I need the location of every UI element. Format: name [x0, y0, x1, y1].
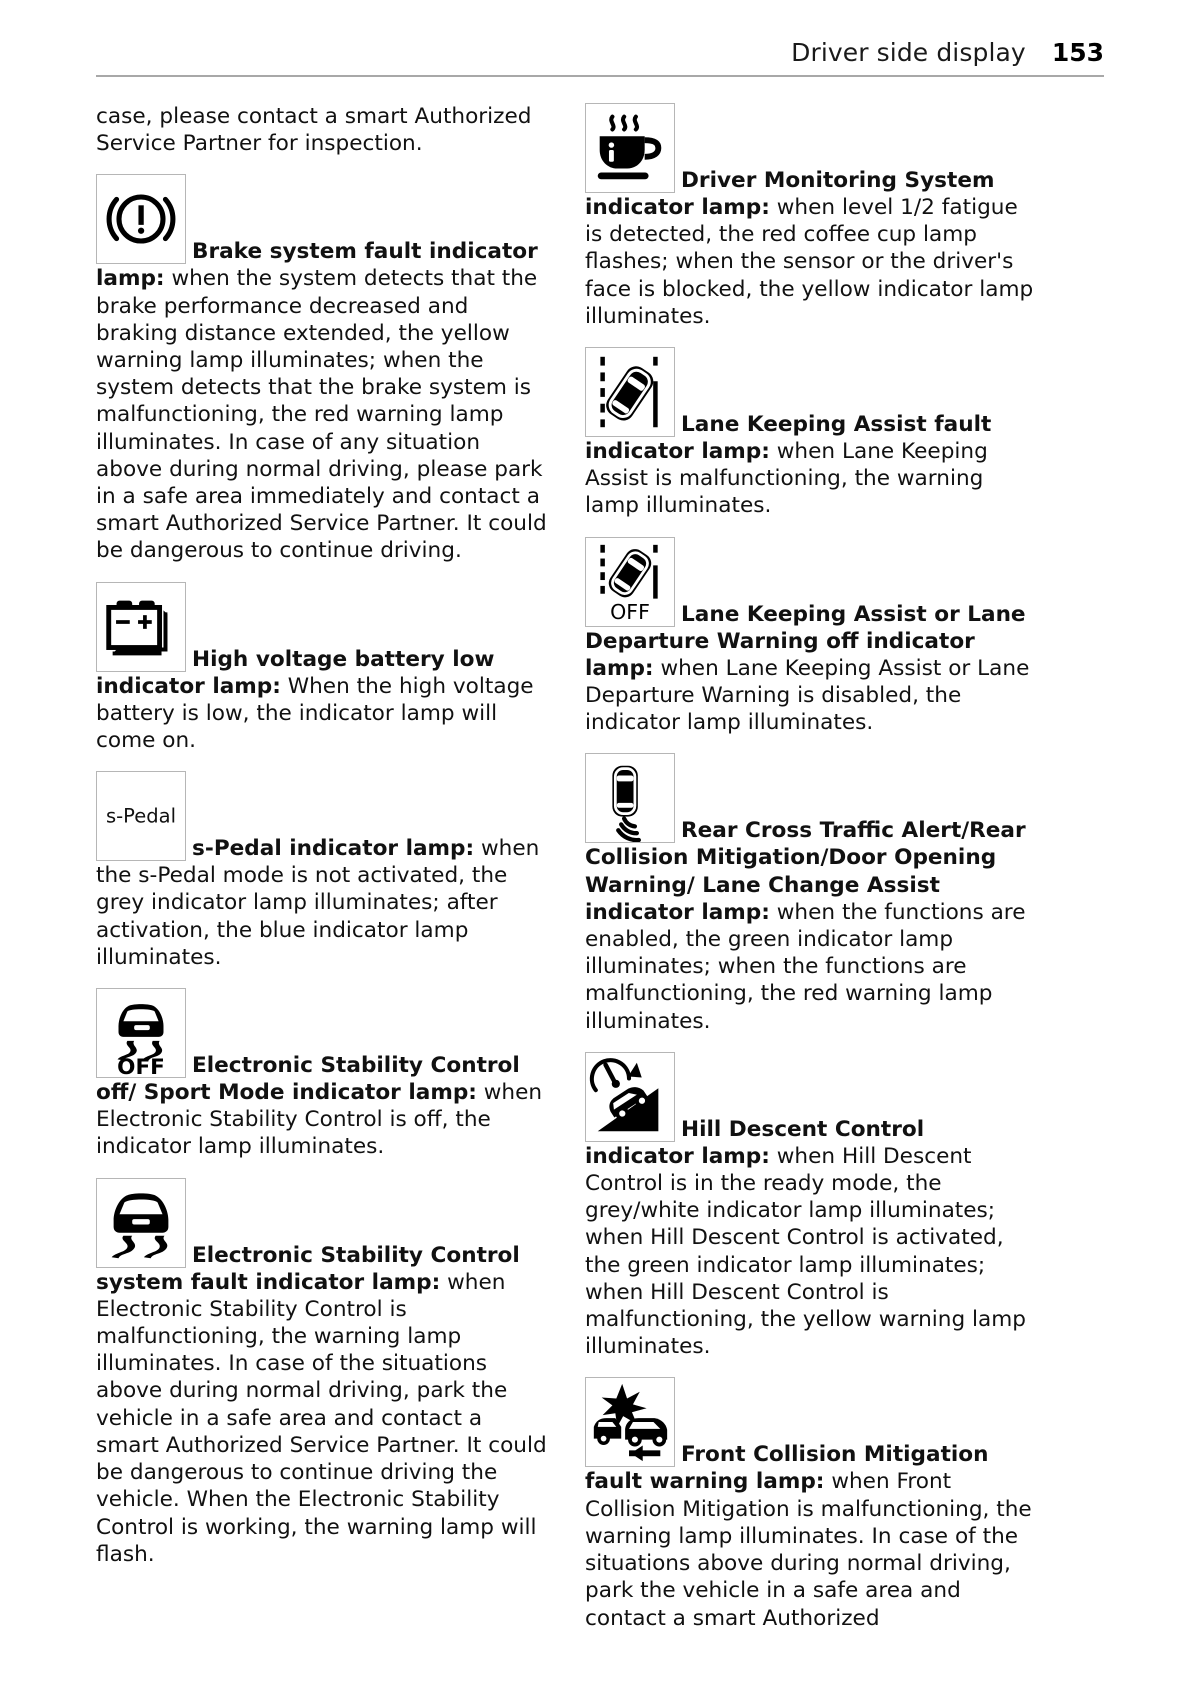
s-pedal-icon [96, 771, 186, 861]
term-esc-system-fault: Electronic Stability Control system fault indicator lamp: [96, 1242, 520, 1295]
section-title: Driver side display [791, 38, 1026, 67]
high-voltage-battery-low-icon [96, 582, 186, 672]
intro-paragraph: case, please contact a smart Authorized Service Partner for inspection. [96, 104, 532, 157]
term-front-collision-mitigation-fault: Front Collision Mitigation fault warning lamp: [585, 1442, 989, 1495]
svg-text:OFF: OFF [610, 599, 650, 624]
desc-s-pedal: when the s-Pedal mode is not activated, the grey indicator lamp illuminates; after activation, the blue indicator lamp illuminates. [96, 836, 540, 970]
term-esc-off-sport-mode: Electronic Stability Control off/ Sport Mode indicator lamp: [96, 1052, 520, 1106]
s-pedal-icon-label: s-Pedal [105, 804, 176, 828]
entry-lane-keeping-assist-fault [585, 347, 1040, 520]
term-brake-system-fault: Brake system fault indicator lamp: [96, 239, 538, 292]
svg-text:OFF: OFF [117, 1055, 165, 1078]
desc-front-collision-mitigation-fault: when Front Collision Mitigation is malfunctioning, the warning lamp illuminates. In case of the situations above during normal driving, park the vehicle in a safe area and contact a smart Authorized [585, 1469, 1032, 1631]
desc-rear-cross-traffic-alert: when the functions are enabled, the green indicator lamp illuminates; when the functions are malfunctioning, the red warning lamp illuminates. [585, 899, 1026, 1034]
entry-front-collision-mitigation-fault [585, 1377, 1040, 1631]
hill-descent-control-icon [585, 1052, 675, 1142]
esc-system-fault-icon [96, 1178, 186, 1268]
desc-high-voltage-battery-low: When the high voltage battery is low, the indicator lamp will come on. [96, 673, 534, 754]
header-divider [96, 75, 1104, 77]
term-rear-cross-traffic-alert: Rear Cross Traffic Alert/Rear Collision Mitigation/Door Opening Warning/ Lane Change Assist indicator lamp: [585, 818, 1026, 925]
page-number: 153 [1051, 38, 1104, 67]
term-lane-keeping-assist-fault: Lane Keeping Assist fault indicator lamp: [585, 411, 992, 465]
lane-keeping-assist-fault-icon [585, 347, 675, 437]
term-lane-keeping-assist-off: Lane Keeping Assist or Lane Departure Warning off indicator lamp: [585, 601, 1026, 681]
desc-driver-monitoring-system: when level 1/2 fatigue is detected, the red coffee cup lamp flashes; when the sensor or the driver's face is blocked, the yellow indicator lamp illuminates. [585, 195, 1034, 329]
right-column [585, 103, 1040, 1632]
desc-lane-keeping-assist-off: when Lane Keeping Assist or Lane Departure Warning is disabled, the indicator lamp illuminates. [585, 655, 1030, 736]
driver-monitoring-coffee-cup-icon [585, 103, 675, 193]
term-s-pedal: s-Pedal indicator lamp: [192, 836, 475, 862]
term-hill-descent-control: Hill Descent Control indicator lamp: [585, 1116, 925, 1169]
lane-keeping-assist-off-icon [585, 537, 675, 627]
header-content [96, 38, 1104, 75]
entry-brake-system-fault [96, 174, 551, 564]
desc-hill-descent-control: when Hill Descent Control is in the ready mode, the grey/white indicator lamp illuminates; when Hill Descent Control is activated, the green indicator lamp illuminates; when Hill Descent Control is malfunctioning, the yellow warning lamp illuminates. [585, 1143, 1027, 1360]
front-collision-mitigation-fault-icon [585, 1377, 675, 1467]
entry-esc-system-fault [96, 1178, 551, 1568]
entry-esc-off-sport-mode [96, 988, 551, 1161]
entry-hill-descent-control [585, 1052, 1040, 1361]
rear-cross-traffic-alert-icon [585, 753, 675, 843]
term-driver-monitoring-system: Driver Monitoring System indicator lamp: [585, 167, 995, 220]
term-high-voltage-battery-low: High voltage battery low indicator lamp: [96, 646, 495, 699]
entry-lane-keeping-assist-off [585, 537, 1040, 737]
esc-off-sport-mode-icon [96, 988, 186, 1078]
page-header [96, 38, 1104, 84]
entry-driver-monitoring-system [585, 103, 1040, 330]
entry-rear-cross-traffic-alert [585, 753, 1040, 1034]
entry-s-pedal [96, 771, 551, 971]
brake-system-fault-icon [96, 174, 186, 264]
body-columns [96, 103, 1104, 1632]
desc-brake-system-fault: when the system detects that the brake performance decreased and braking distance extended, the yellow warning lamp illuminates; when the system detects that the brake system is malfunctioning, the red warning lamp illuminates. In case of any situation above during normal driving, please park in a safe area immediately and contact a smart Authorized Service Partner. It could be dangerous to continue driving. [96, 266, 547, 564]
desc-lane-keeping-assist-fault: when Lane Keeping Assist is malfunctioning, the warning lamp illuminates. [585, 439, 988, 519]
left-column [96, 103, 551, 1632]
desc-esc-off-sport-mode: when Electronic Stability Control is off, the indicator lamp illuminates. [96, 1080, 543, 1160]
entry-high-voltage-battery-low [96, 582, 551, 755]
desc-esc-system-fault: when Electronic Stability Control is malfunctioning, the warning lamp illuminates. In case of the situations above during normal driving, park the vehicle in a safe area and contact a smart Authorized Service Partner. It could be dangerous to continue driving the vehicle. When the Electronic Stability Control is working, the warning lamp will flash. [96, 1269, 547, 1567]
